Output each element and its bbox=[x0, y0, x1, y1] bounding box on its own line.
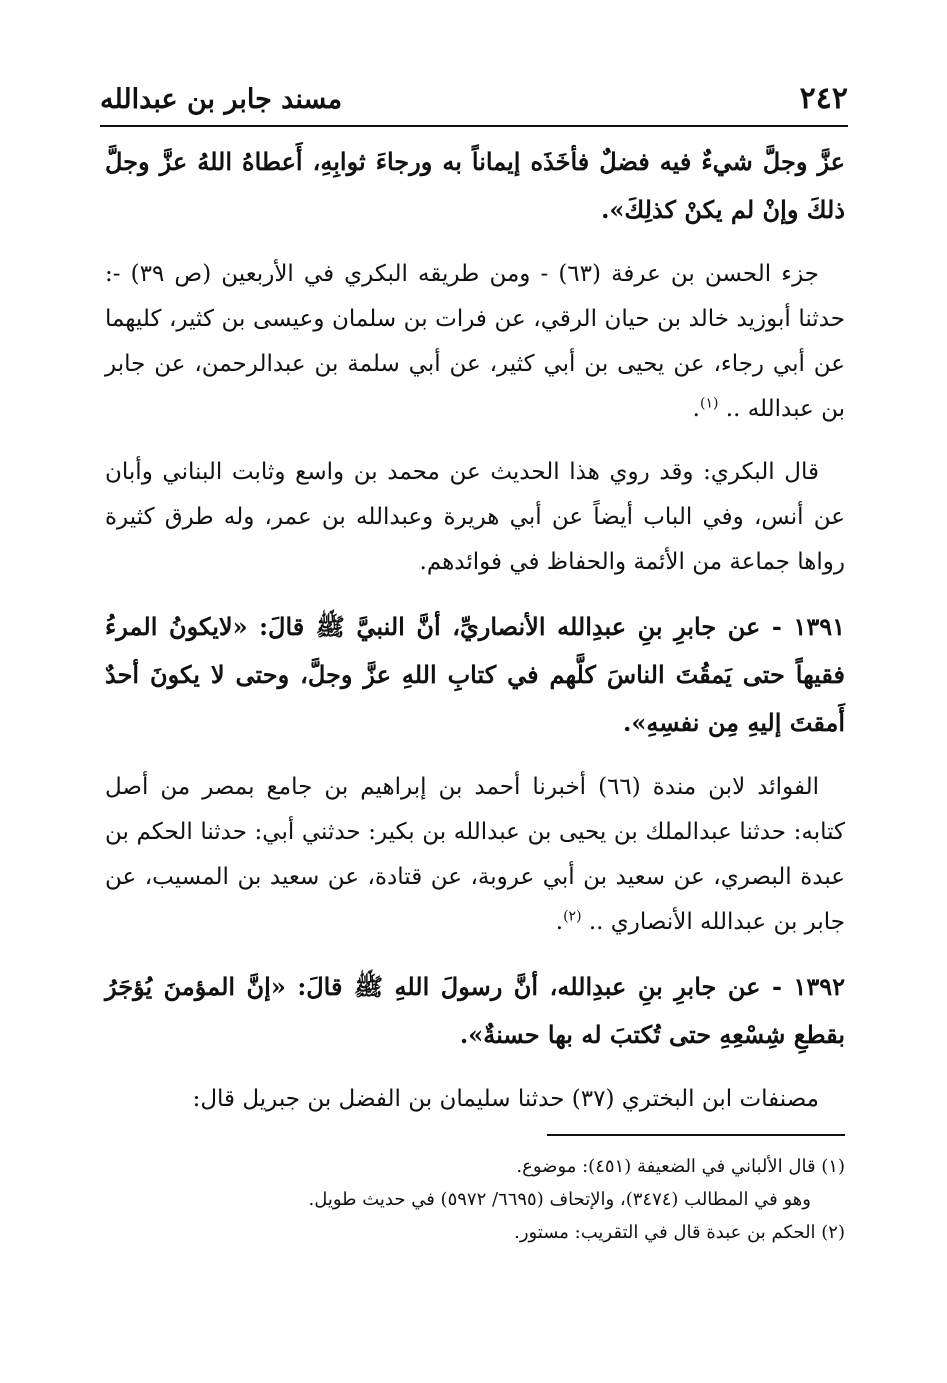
footnote-marker[interactable]: (١) bbox=[699, 395, 719, 412]
hadith-1392 bbox=[105, 963, 845, 1059]
paragraph-text: مصنفات ابن البختري (٣٧) حدثنا سليمان بن الفضل بن جبريل قال: bbox=[192, 1086, 819, 1112]
footnotes bbox=[200, 1150, 845, 1249]
main-text bbox=[105, 138, 845, 1140]
paragraph-end-mark: . bbox=[555, 909, 564, 935]
source-paragraph bbox=[105, 252, 845, 432]
page-number: ٢٤٢ bbox=[799, 81, 848, 116]
footnote-1-continuation: وهو في المطالب (٣٤٧٤)، والإتحاف (٦٦٩٥/ ٥٩٧٢) في حديث طويل. bbox=[308, 1189, 811, 1210]
header-divider bbox=[100, 125, 848, 127]
paragraph-end-mark: . bbox=[692, 396, 700, 422]
footnote-divider bbox=[547, 1134, 845, 1136]
running-title: مسند جابر بن عبدالله bbox=[100, 84, 343, 115]
paragraph-text: ١٣٩١ - عن جابرِ بنِ عبدِالله الأنصاريِّ، أنَّ النبيَّ ﷺ قالَ: «لايكونُ المرءُ فقيهاً حتى يَمقُتَ الناسَ كلَّهم في كتابِ اللهِ عزَّ وجلَّ، وحتى لا يكونَ أحدٌ أَمقتَ إليهِ مِن نفسِهِ». bbox=[105, 612, 845, 737]
footnote-1: (١) قال الألباني في الضعيفة (٤٥١): موضوع. bbox=[516, 1156, 845, 1177]
hadith-continuation bbox=[105, 138, 845, 234]
commentary-paragraph bbox=[105, 450, 845, 585]
paragraph-text: جزء الحسن بن عرفة (٦٣) - ومن طريقه البكري في الأربعين (ص ٣٩) -: حدثنا أبوزيد خالد بن حيان الرقي، عن فرات بن سلمان وعيسى بن كثير، كليهما عن أبي رجاء، عن يحيى بن أبي كثير، عن أبي سلمة بن عبدالرحمن، عن جابر بن عبدالله .. bbox=[105, 261, 845, 422]
paragraph-text: عزَّ وجلَّ شيءٌ فيه فضلٌ فأخَذَه إيماناً به ورجاءَ ثوابِهِ، أَعطاهُ اللهُ عزَّ وجلَّ ذلكَ وإنْ لم يكنْ كذلِكَ». bbox=[105, 147, 845, 224]
paragraph-text: ١٣٩٢ - عن جابرِ بنِ عبدِالله، أنَّ رسولَ اللهِ ﷺ قالَ: «إنَّ المؤمنَ يُؤجَرُ بقطعِ شِسْعِهِ حتى تُكتبَ له بها حسنةٌ». bbox=[105, 972, 845, 1049]
page-header bbox=[100, 82, 848, 122]
footnote-2: (٢) الحكم بن عبدة قال في التقريب: مستور. bbox=[514, 1222, 845, 1243]
paragraph-text: قال البكري: وقد روي هذا الحديث عن محمد بن واسع وثابت البناني وأبان عن أنس، وفي الباب أيضاً عن أبي هريرة وعبدالله بن عمر، وله طرق كثيرة رواها جماعة من الأئمة والحفاظ في فوائدهم. bbox=[105, 459, 845, 575]
footnote-marker[interactable]: (٢) bbox=[563, 908, 582, 925]
hadith-1391 bbox=[105, 603, 845, 747]
paragraph-text: الفوائد لابن مندة (٦٦) أخبرنا أحمد بن إبراهيم بن جامع بمصر من أصل كتابه: حدثنا عبدالملك بن يحيى بن عبدالله بن بكير: حدثني أبي: حدثنا الحكم بن عبدة البصري، عن سعيد بن أبي عروبة، عن قتادة، عن سعيد بن المسيب، عن جابر بن عبدالله الأنصاري .. bbox=[105, 774, 845, 935]
source-paragraph bbox=[105, 1077, 845, 1122]
source-paragraph bbox=[105, 765, 845, 945]
